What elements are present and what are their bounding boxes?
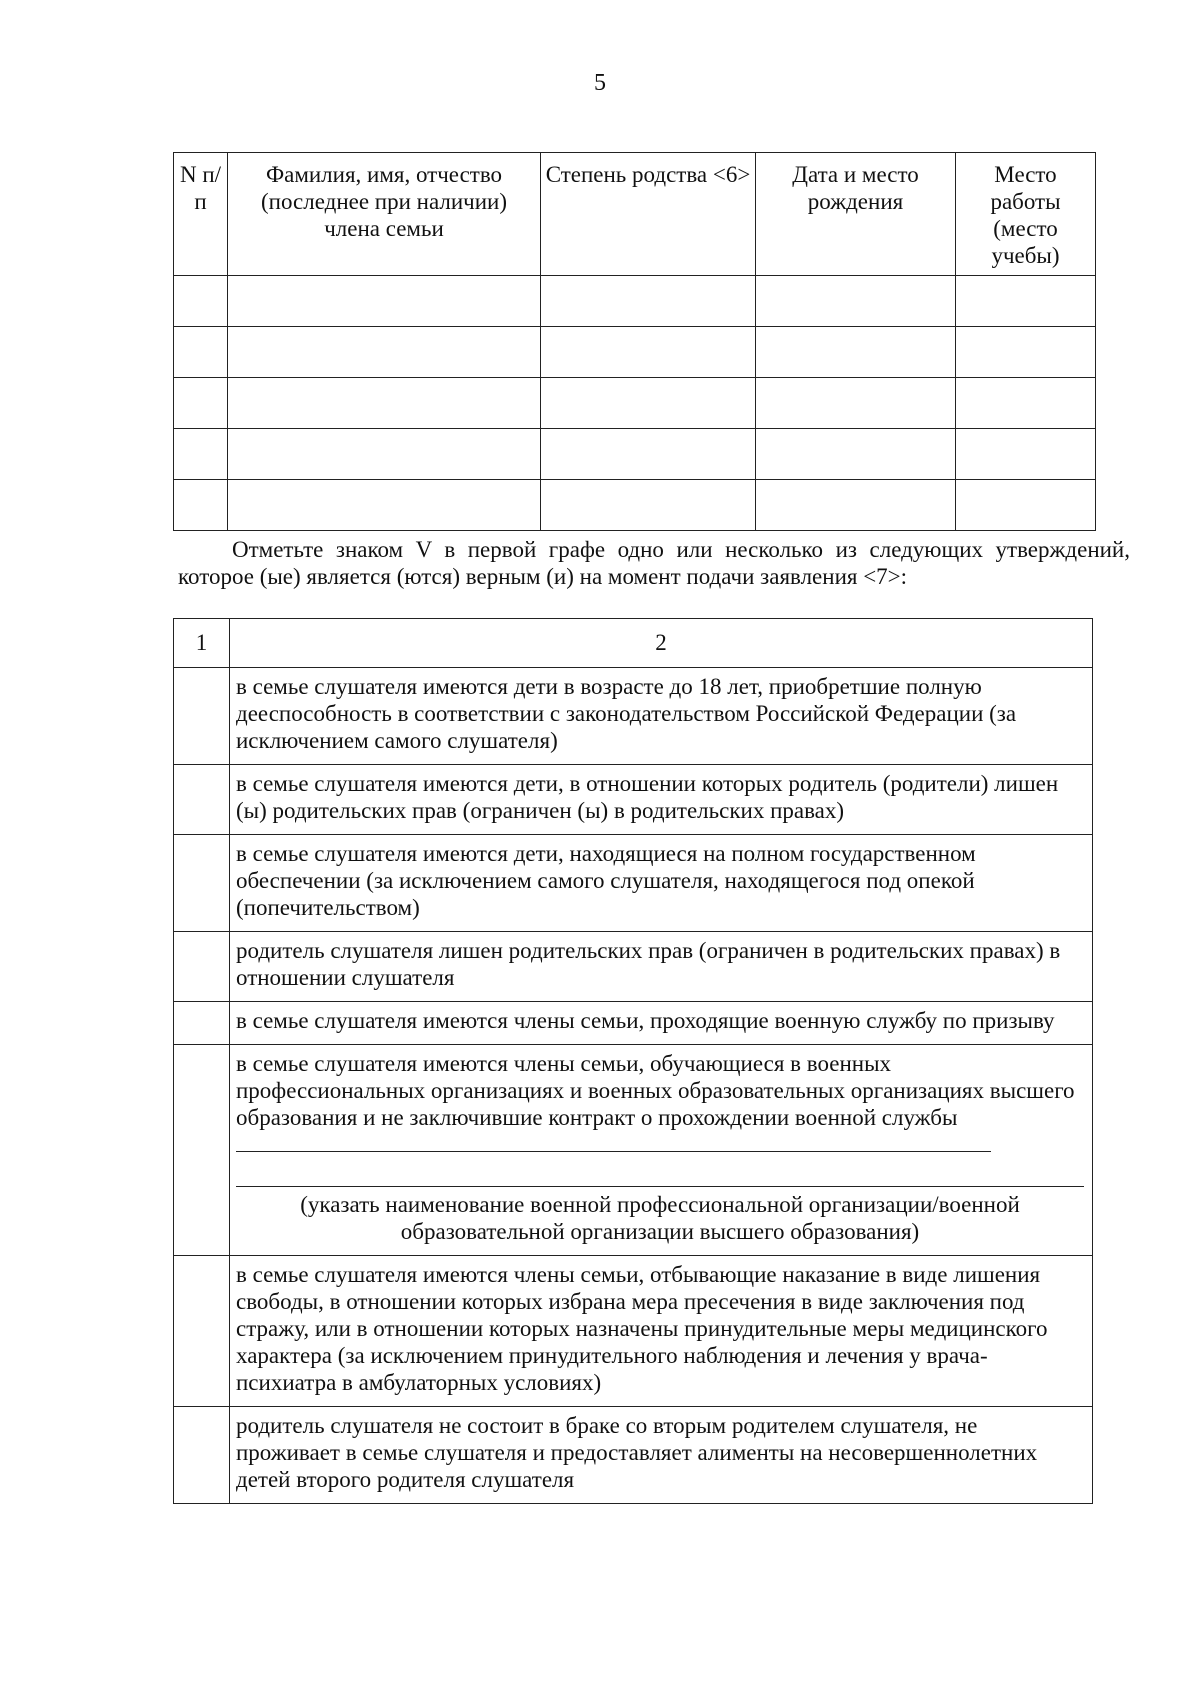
checklist-row [174, 932, 1093, 1002]
instruction-text-content: Отметьте знаком V в первой графе одно или несколько из следующих утверждений, которое (ые) является (ются) верным (и) на момент подачи заявления <7>: [178, 537, 1130, 589]
mark-cell[interactable] [174, 1002, 230, 1045]
family-table-row [174, 327, 1096, 378]
cell-work[interactable] [956, 429, 1096, 480]
family-members-table [173, 152, 1096, 531]
checklist-row [174, 1045, 1093, 1256]
page-number: 5 [594, 70, 606, 96]
cell-birth[interactable] [756, 276, 956, 327]
family-table-header-row [174, 153, 1096, 276]
cell-birth[interactable] [756, 480, 956, 531]
mark-cell[interactable] [174, 668, 230, 765]
header-number: N п/п [174, 153, 228, 276]
header-mark-column: 1 [174, 619, 230, 668]
checklist-row [174, 1002, 1093, 1045]
checklist-row [174, 1407, 1093, 1504]
cell-number[interactable] [174, 327, 228, 378]
header-birth-date-place: Дата и место рождения [756, 153, 956, 276]
statement-text: родитель слушателя лишен родительских прав (ограничен в родительских правах) в отношении слушателя [230, 932, 1093, 1002]
header-statement-column: 2 [230, 619, 1093, 668]
statement-text: в семье слушателя имеются дети в возрасте до 18 лет, приобретшие полную дееспособность в соответствии с законодательством Российской Федерации (за исключением самого слушателя) [230, 668, 1093, 765]
header-work-place: Место работы (место учебы) [956, 153, 1096, 276]
cell-full-name[interactable] [228, 429, 541, 480]
statement-text: в семье слушателя имеются члены семьи, проходящие военную службу по призыву [230, 1002, 1093, 1045]
statement-military-education [230, 1045, 1093, 1256]
organization-name-line[interactable] [236, 1131, 991, 1152]
cell-work[interactable] [956, 378, 1096, 429]
cell-full-name[interactable] [228, 276, 541, 327]
cell-relationship[interactable] [541, 276, 756, 327]
family-table-row [174, 429, 1096, 480]
cell-work[interactable] [956, 327, 1096, 378]
family-table-row [174, 276, 1096, 327]
instruction-text [178, 536, 1130, 590]
checklist-row [174, 668, 1093, 765]
cell-relationship[interactable] [541, 378, 756, 429]
checklist-row [174, 835, 1093, 932]
statement-text: в семье слушателя имеются дети, находящиеся на полном государственном обеспечении (за исключением самого слушателя, находящегося под опекой (попечительством) [230, 835, 1093, 932]
checklist-row [174, 765, 1093, 835]
cell-number[interactable] [174, 429, 228, 480]
cell-work[interactable] [956, 276, 1096, 327]
cell-relationship[interactable] [541, 480, 756, 531]
statement-text: в семье слушателя имеются дети, в отношении которых родитель (родители) лишен (ы) родительских прав (ограничен (ы) в родительских правах) [230, 765, 1093, 835]
statement-text: в семье слушателя имеются члены семьи, обучающиеся в военных профессиональных организациях и военных образовательных организациях высшего образования и не заключившие контракт о прохождении военной службы [236, 1051, 1075, 1130]
mark-cell[interactable] [174, 1407, 230, 1504]
mark-cell[interactable] [174, 932, 230, 1002]
statements-checklist-table [173, 618, 1093, 1504]
organization-name-hint: (указать наименование военной профессиональной организации/военной образовательной организации высшего образования) [300, 1192, 1020, 1244]
family-table-row [174, 480, 1096, 531]
statement-text: родитель слушателя не состоит в браке со вторым родителем слушателя, не проживает в семье слушателя и предоставляет алименты на несовершеннолетних детей второго родителя слушателя [230, 1407, 1093, 1504]
cell-number[interactable] [174, 378, 228, 429]
cell-birth[interactable] [756, 429, 956, 480]
cell-relationship[interactable] [541, 327, 756, 378]
cell-full-name[interactable] [228, 480, 541, 531]
checklist-row [174, 1256, 1093, 1407]
cell-full-name[interactable] [228, 378, 541, 429]
mark-cell[interactable] [174, 1045, 230, 1256]
statement-text: в семье слушателя имеются члены семьи, отбывающие наказание в виде лишения свободы, в отношении которых избрана мера пресечения в виде заключения под стражу, или в отношении которых назначены принудительные меры медицинского характера (за исключением принудительного наблюдения и лечения у врача-психиатра в амбулаторных условиях) [230, 1256, 1093, 1407]
mark-cell[interactable] [174, 835, 230, 932]
organization-name-line-2[interactable] [236, 1160, 1084, 1187]
cell-work[interactable] [956, 480, 1096, 531]
cell-birth[interactable] [756, 378, 956, 429]
cell-number[interactable] [174, 480, 228, 531]
mark-cell[interactable] [174, 765, 230, 835]
header-full-name: Фамилия, имя, отчество (последнее при наличии) члена семьи [228, 153, 541, 276]
cell-number[interactable] [174, 276, 228, 327]
mark-cell[interactable] [174, 1256, 230, 1407]
family-table-row [174, 378, 1096, 429]
cell-relationship[interactable] [541, 429, 756, 480]
checklist-header-row [174, 619, 1093, 668]
cell-birth[interactable] [756, 327, 956, 378]
header-relationship: Степень родства <6> [541, 153, 756, 276]
cell-full-name[interactable] [228, 327, 541, 378]
